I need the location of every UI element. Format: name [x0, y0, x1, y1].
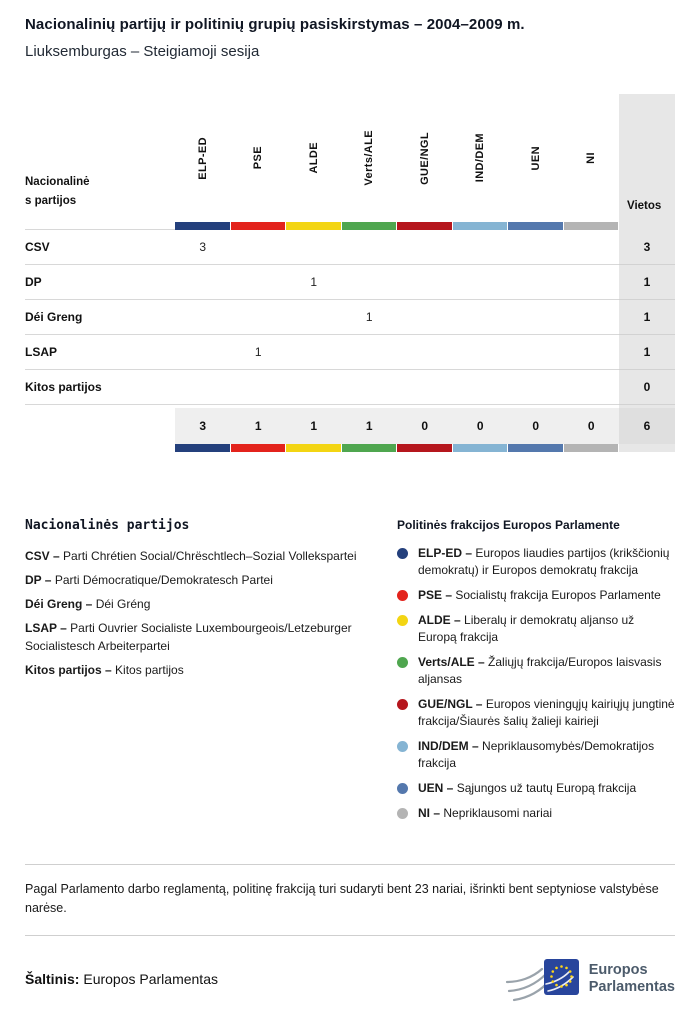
party-name-cell: DP	[25, 265, 175, 300]
table-cell	[397, 300, 453, 335]
column-header-vietos	[619, 94, 675, 222]
party-name-cell: CSV	[25, 230, 175, 265]
totals-cell: 0	[508, 408, 564, 444]
table-cell	[231, 370, 287, 405]
source-row	[25, 954, 675, 1004]
seats-cell: 0	[619, 370, 675, 405]
group-color-bar-pse	[231, 222, 287, 230]
group-color-bar-elp-ed	[175, 444, 231, 452]
table-cell: 1	[286, 265, 342, 300]
legend-item: NI – Nepriklausomi nariai	[397, 805, 675, 822]
table-cell	[175, 265, 231, 300]
table-cell	[564, 265, 620, 300]
national-parties-legend-title: Nacionalinės partijos	[25, 518, 190, 533]
column-header-verts-ale: Verts/ALE	[363, 130, 376, 186]
table-cell	[508, 370, 564, 405]
table-cell	[397, 335, 453, 370]
party-name-cell: Kitos partijos	[25, 370, 175, 405]
band-seats	[619, 222, 675, 230]
vietos-label: Vietos	[627, 200, 662, 212]
alde-color-dot-icon	[397, 615, 408, 626]
table-cell	[175, 335, 231, 370]
column-header-ni: NI	[585, 152, 598, 164]
table-cell	[342, 230, 398, 265]
band-spacer	[25, 444, 175, 452]
uen-color-dot-icon	[397, 783, 408, 794]
table-cell	[453, 370, 509, 405]
table-cell	[175, 300, 231, 335]
totals-cell: 1	[231, 408, 287, 444]
legend-item: LSAP – Parti Ouvrier Socialiste Luxembourgeois/Letzeburger Socialistesch Arbeiterpartei	[25, 621, 352, 653]
corner-label-text: Nacionalinės partijos	[25, 175, 90, 208]
legend	[25, 518, 675, 830]
table-cell	[231, 265, 287, 300]
table-cell	[342, 335, 398, 370]
band-seats	[619, 444, 675, 452]
footnote: Pagal Parlamento darbo reglamentą, politinę frakciją turi sudaryti bent 23 nariai, išrinkti bent septyniose valstybėse narėse.	[25, 864, 675, 936]
political-groups-legend	[397, 518, 675, 830]
band-spacer	[25, 222, 175, 230]
group-color-bar-gue-ngl	[397, 222, 453, 230]
table-cell	[453, 335, 509, 370]
party-name-cell: Déi Greng	[25, 300, 175, 335]
totals-cell: 1	[342, 408, 398, 444]
totals-cell: 3	[175, 408, 231, 444]
table-cell	[286, 370, 342, 405]
table-cell	[286, 300, 342, 335]
ep-logo-text: Europos Parlamentas	[588, 962, 675, 995]
table-cell	[453, 265, 509, 300]
political-groups-legend-title: Politinės frakcijos Europos Parlamente	[397, 518, 620, 532]
table-cell	[397, 230, 453, 265]
table-cell	[508, 300, 564, 335]
eu-flag-icon	[544, 959, 579, 995]
column-header-ind-dem: IND/DEM	[474, 133, 487, 183]
table-cell	[453, 300, 509, 335]
column-header-uen: UEN	[529, 145, 542, 171]
page-subtitle: Liuksemburgas – Steigiamoji sesija	[25, 43, 260, 60]
hemicycle-swoosh-icon	[507, 969, 550, 1000]
totals-seats-cell: 6	[619, 408, 675, 444]
group-color-bar-ind-dem	[453, 222, 509, 230]
table-cell	[397, 265, 453, 300]
legend-item: IND/DEM – Nepriklausomybės/Demokratijos frakcija	[397, 738, 675, 772]
table-cell	[564, 335, 620, 370]
table-corner-label	[25, 94, 175, 222]
table-cell	[286, 230, 342, 265]
totals-cell: 0	[564, 408, 620, 444]
legend-item: Déi Greng – Déi Gréng	[25, 597, 151, 611]
legend-item: CSV – Parti Chrétien Social/Chrëschtlech–Sozial Vollekspartei	[25, 549, 357, 563]
column-header-alde: ALDE	[307, 142, 320, 174]
totals-cell: 0	[453, 408, 509, 444]
page-title: Nacionalinių partijų ir politinių grupių pasiskirstymas – 2004–2009 m.	[25, 16, 525, 33]
table-cell	[342, 265, 398, 300]
pse-color-dot-icon	[397, 590, 408, 601]
seats-cell: 1	[619, 335, 675, 370]
group-color-bar-ind-dem	[453, 444, 509, 452]
source-text: Šaltinis: Europos Parlamentas	[25, 970, 218, 987]
table-cell	[231, 230, 287, 265]
group-color-bar-uen	[508, 444, 564, 452]
table-cell	[342, 370, 398, 405]
group-color-bar-uen	[508, 222, 564, 230]
table-cell	[508, 265, 564, 300]
verts-ale-color-dot-icon	[397, 657, 408, 668]
legend-item: Verts/ALE – Žaliųjų frakcija/Europos laisvasis aljansas	[397, 654, 675, 688]
ind-dem-color-dot-icon	[397, 741, 408, 752]
group-color-bar-gue-ngl	[397, 444, 453, 452]
table-cell	[508, 230, 564, 265]
group-color-bar-alde	[286, 444, 342, 452]
table-cell: 1	[231, 335, 287, 370]
legend-item: ELP-ED – Europos liaudies partijos (krikščionių demokratų) ir Europos demokratų frakcija	[397, 545, 675, 579]
table-cell	[175, 370, 231, 405]
party-name-cell: LSAP	[25, 335, 175, 370]
seats-cell: 1	[619, 265, 675, 300]
group-color-bar-elp-ed	[175, 222, 231, 230]
totals-cell: 0	[397, 408, 453, 444]
ep-logo-mark	[505, 954, 581, 1004]
table-cell: 1	[342, 300, 398, 335]
table-cell	[508, 335, 564, 370]
group-color-bar-pse	[231, 444, 287, 452]
legend-item: GUE/NGL – Europos vieningųjų kairiųjų jungtinė frakcija/Šiaurės šalių žalieji kairieji	[397, 696, 675, 730]
table-cell: 3	[175, 230, 231, 265]
group-color-bar-ni	[564, 222, 620, 230]
elp-ed-color-dot-icon	[397, 548, 408, 559]
legend-item: PSE – Socialistų frakcija Europos Parlamente	[397, 587, 675, 604]
seats-cell: 1	[619, 300, 675, 335]
legend-item: ALDE – Liberalų ir demokratų aljanso už Europą frakcija	[397, 612, 675, 646]
seats-cell: 3	[619, 230, 675, 265]
table-cell	[564, 300, 620, 335]
table-cell	[453, 230, 509, 265]
table-cell	[564, 370, 620, 405]
column-header-elp-ed: ELP-ED	[196, 136, 209, 180]
gue-ngl-color-dot-icon	[397, 699, 408, 710]
legend-item: DP – Parti Démocratique/Demokratesch Partei	[25, 573, 273, 587]
group-color-bar-ni	[564, 444, 620, 452]
table-cell	[286, 335, 342, 370]
legend-item: Kitos partijos – Kitos partijos	[25, 663, 184, 677]
group-color-bar-verts-ale	[342, 222, 398, 230]
column-header-gue-ngl: GUE/NGL	[418, 131, 431, 185]
group-color-bar-verts-ale	[342, 444, 398, 452]
table-cell	[231, 300, 287, 335]
seats-table	[25, 94, 675, 452]
group-color-bar-alde	[286, 222, 342, 230]
table-cell	[397, 370, 453, 405]
ni-color-dot-icon	[397, 808, 408, 819]
ep-logo	[505, 954, 675, 1004]
column-header-pse: PSE	[252, 146, 265, 170]
legend-item: UEN – Sąjungos už tautų Europą frakcija	[397, 780, 675, 797]
totals-cell: 1	[286, 408, 342, 444]
national-parties-legend	[25, 518, 377, 685]
totals-label-cell	[25, 408, 175, 444]
table-cell	[564, 230, 620, 265]
